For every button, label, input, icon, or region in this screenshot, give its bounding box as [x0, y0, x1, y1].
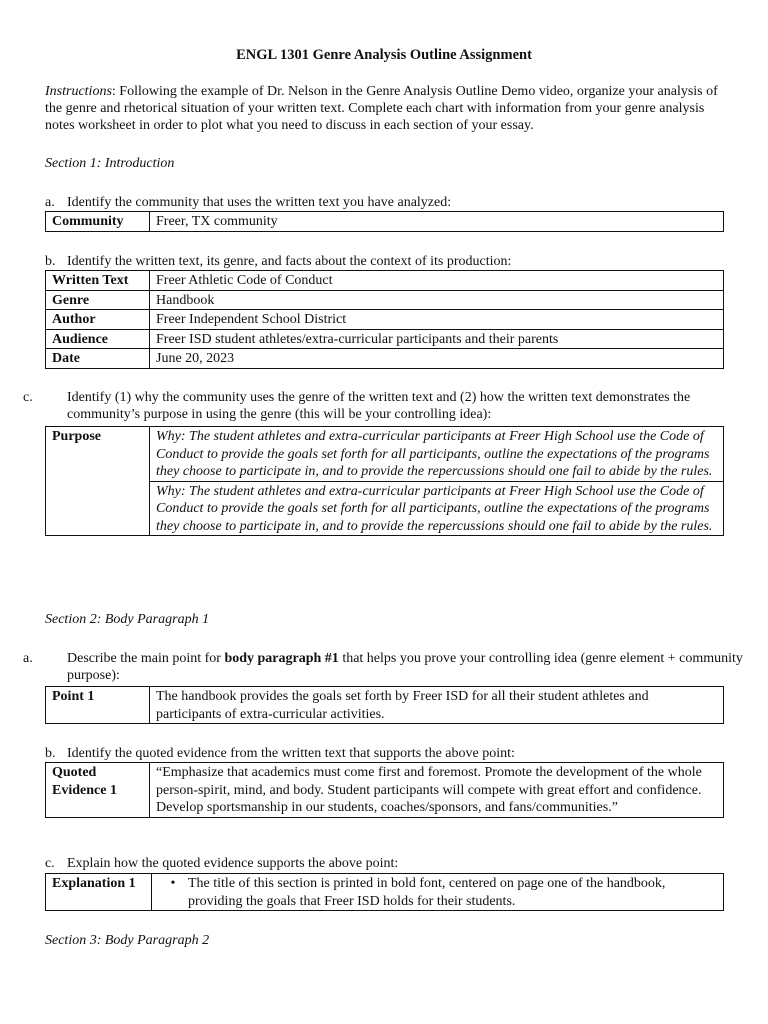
section2-b-label: b. [45, 746, 56, 761]
community-value: Freer, TX community [150, 212, 724, 232]
audience-value: Freer ISD student athletes/extra-curricular participants and their parents [150, 329, 724, 349]
date-value: June 20, 2023 [150, 349, 724, 369]
written-text-table [45, 270, 724, 369]
explanation-table [45, 873, 724, 911]
section2-heading: Section 2: Body Paragraph 1 [45, 612, 210, 627]
purpose-table [45, 426, 724, 536]
written-text-value: Freer Athletic Code of Conduct [150, 271, 724, 291]
table-row [46, 271, 724, 291]
section2-c-text: Explain how the quoted evidence supports the above point: [67, 856, 399, 871]
table-row [46, 687, 724, 724]
table-row [46, 763, 724, 818]
community-header: Community [46, 212, 150, 232]
section1-b-label: b. [45, 254, 56, 269]
purpose-why-2: Why: The student athletes and extra-curricular participants at Freer High School use the Code of Conduct to provide the goals set forth for all participants, outline the expectations of the programs they choose to participate in, and to provide the repercussions should one fail to abide by the rules. [150, 481, 724, 536]
section2-a-text-pre: Describe the main point for [67, 651, 225, 666]
section2-a-prompt [23, 650, 752, 684]
table-row [46, 329, 724, 349]
quoted-evidence-header: Quoted Evidence 1 [46, 763, 150, 818]
purpose-header: Purpose [46, 427, 150, 536]
point-value: The handbook provides the goals set forth by Freer ISD for all their student athletes and participants of extra-curricular activities. [150, 687, 724, 724]
explanation-bullet-item [158, 875, 717, 910]
section2-a-label: a. [23, 651, 33, 666]
section1-a-prompt [45, 194, 730, 211]
section2-a-text-post: that helps you prove your controlling idea (genre element + community purpose): [67, 651, 743, 683]
page-title: ENGL 1301 Genre Analysis Outline Assignment [236, 47, 532, 63]
written-text-header: Written Text [46, 271, 150, 291]
section2-b-prompt [45, 745, 730, 762]
section2-a-text-bold: body paragraph #1 [224, 651, 339, 666]
table-row [46, 290, 724, 310]
section1-heading: Section 1: Introduction [45, 156, 175, 171]
community-table [45, 211, 724, 232]
quoted-evidence-table [45, 762, 724, 818]
bullet-icon: • [170, 876, 176, 891]
section2-c-prompt [45, 855, 730, 872]
table-row [46, 212, 724, 232]
table-row [46, 874, 724, 911]
explanation-value: The title of this section is printed in bold font, centered on page one of the handbook, providing the goals that Freer ISD holds for their students. [188, 876, 666, 909]
purpose-why-1: Why: The student athletes and extra-curricular participants at Freer High School use the Code of Conduct to provide the goals set forth for all participants, outline the expectations of the programs they choose to participate in, and to provide the repercussions should one fail to abide by the rules. [150, 427, 724, 482]
section1-b-prompt [45, 253, 730, 270]
quoted-evidence-value: “Emphasize that academics must come first and foremost. Promote the development of the whole person-spirit, mind, and body. Student participants will compete with great effort and confidence. Develop sportsmanship in our students, coaches/sponsors, and fans/communities.” [150, 763, 724, 818]
instructions-label: Instructions [45, 84, 112, 99]
table-row [46, 349, 724, 369]
date-header: Date [46, 349, 150, 369]
table-row [46, 310, 724, 330]
section1-b-text: Identify the written text, its genre, and facts about the context of its production: [67, 254, 512, 269]
audience-header: Audience [46, 329, 150, 349]
genre-header: Genre [46, 290, 150, 310]
explanation-cell [152, 874, 724, 911]
section1-c-text: Identify (1) why the community uses the genre of the written text and (2) how the written text demonstrates the community’s purpose in using the genre (this will be your controlling idea): [67, 390, 691, 422]
explanation-header: Explanation 1 [46, 874, 152, 911]
section1-a-label: a. [45, 195, 55, 210]
section3-heading: Section 3: Body Paragraph 2 [45, 933, 210, 948]
instructions-paragraph [45, 83, 730, 134]
genre-value: Handbook [150, 290, 724, 310]
author-header: Author [46, 310, 150, 330]
table-row [46, 427, 724, 482]
author-value: Freer Independent School District [150, 310, 724, 330]
section2-c-label: c. [45, 856, 55, 871]
section1-a-text: Identify the community that uses the written text you have analyzed: [67, 195, 452, 210]
section1-c-label: c. [23, 390, 33, 405]
section1-c-prompt [23, 389, 752, 423]
point-table [45, 686, 724, 724]
instructions-text: : Following the example of Dr. Nelson in the Genre Analysis Outline Demo video, organize your analysis of the genre and rhetorical situation of your written text. Complete each chart with information from your genre analysis notes worksheet in order to plot what you need to discuss in each section of your essay. [45, 84, 718, 133]
section2-b-text: Identify the quoted evidence from the written text that supports the above point: [67, 746, 515, 761]
point-header: Point 1 [46, 687, 150, 724]
